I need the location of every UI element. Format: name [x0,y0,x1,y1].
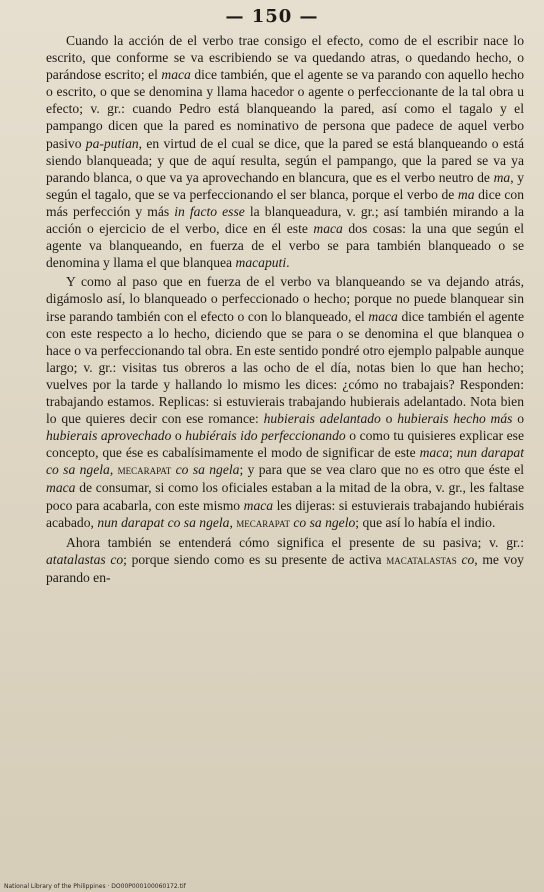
text-run: o [171,428,186,444]
text-run: , [229,514,237,530]
italic-term: hubiérais ido perfeccionando [185,428,346,444]
text-run: dos cosas: la una que según el agente va blanqueando, en fuerza de el verbo se para también blanqueado o se denomina y llama el que blanquea [46,221,525,271]
text-run: , me voy parando en- [46,551,524,585]
text-run: ; y para que se vea claro que no es otro que éste el [239,462,525,478]
text-run: Cuando la acción de el verbo trae consigo el efecto, como de el escribir nace lo escrito, que conforme se va escribiendo se va quedando atras, o quedando hecho, o parándose escrito; el [46,33,524,83]
italic-term: atatalastas co [46,551,124,567]
text-run: dice también el agente con este respecto a lo hecho, diciendo que se para o se denomina el que blanquea o hace o va perfeccionando tal obra. En este sentido pondré otro ejemplo palpable aunque largo; v. gr.: visitas tus obreros a las ocho de el día, notas bien lo que han hecho; vuelves por la tarde y hallando lo mismo les dices: ¿cómo no trabajais? Responden: trabajando estamos. Replicas: si estuvierais trabajando hubierais adelantado. Nota bien lo que quieres decir con ese romance: [46,308,524,427]
italic-term: co sa ngela [175,462,240,478]
text-run: dice también, que el agente se va parando con aquello hecho o escrito, o que se denomina y llama hacedor o agente o perfeccionante de la tal obra u efecto; v. gr.: cuando Pedro está blanqueando la pared, así como el tagalo y el pampango dicen que la pared es nominativo de persona que padece de aquel verbo pasivo [46,67,525,151]
text-run: o como tu quisieres explicar ese concepto, que ése es cabalísimamente el modo de significar de este [46,428,524,461]
text-run: . [286,255,290,271]
italic-term: macaputi [235,255,287,271]
italic-term: nun darapat co sa ngela [97,514,230,530]
text-run: , y según el tagalo, que se va perfeccionando el ser blanca, porque el verbo de [46,169,525,202]
text-run: Ahora también se entenderá cómo significa el presente de su pasiva; v. gr.: [66,534,524,550]
italic-term: hubierais aprovechado [46,428,172,444]
italic-term: maca [161,67,191,83]
italic-term: maca [419,445,450,461]
text-run: o [380,411,398,427]
italic-term: maca [243,497,274,513]
text-run: ; porque siendo como es su presente de activa [123,551,387,567]
paragraph-2 [46,273,524,531]
smallcaps-term: mecarapat [117,463,172,478]
italic-term: co [461,551,475,567]
page-number: — 150 — [225,6,319,27]
italic-term: nun darapat co sa ngela [46,445,524,478]
scan-footer: National Library of the Philippines · DO00P000100060172.tif [4,883,186,890]
italic-term: maca [313,221,343,237]
text-run: la blanqueadura, v. gr.; así también mirando a la acción o ejercicio de el verbo, dice en él este [46,203,525,237]
text-run: dice con más perfección y más [46,186,524,219]
text-run: Y como al paso que en fuerza de el verbo va blanqueando se va dejando atrás, digámoslo así, lo blanqueado o perfeccionado o hecho; porque no puede blanquear sin irse parando también con el efecto o con lo blanqueado, el [46,274,524,324]
text-run: les dijeras: si estuvierais trabajando hubiérais acabado, [46,497,524,530]
italic-term: maca [368,308,398,324]
italic-term: in facto esse [174,203,245,219]
smallcaps-term: mecarapat [236,515,290,530]
smallcaps-term: macatalastas [386,552,457,567]
italic-term: ma [457,186,475,202]
paragraph-1 [46,32,524,271]
italic-term: hubierais hecho más [397,411,513,427]
text-run: o [512,411,525,427]
text-run: de consumar, si como los oficiales estaban a la mitad de la obra, v. gr., les faltase poco para acabarla, con este mismo [46,480,524,513]
text-run: ; que así lo había el indio. [355,514,496,530]
paragraph-3 [46,534,524,586]
italic-term: ma [493,169,511,185]
text-run: , en virtud de el cual se dice, que la pared se está blanqueando o está siendo blanqueada; y que de aquí resulta, según el pampango, que la pared se va ya parando blanca, o que va ya aprovechando en blancura, que es el verbo neutro de [46,135,524,185]
text-run: ; [449,445,457,461]
italic-term: hubierais adelantado [263,411,381,427]
text-run: , [109,462,118,478]
body-text [46,32,524,586]
italic-term: maca [46,480,76,496]
italic-term: co sa ngelo [293,514,356,530]
italic-term: pa-putian [85,135,139,151]
